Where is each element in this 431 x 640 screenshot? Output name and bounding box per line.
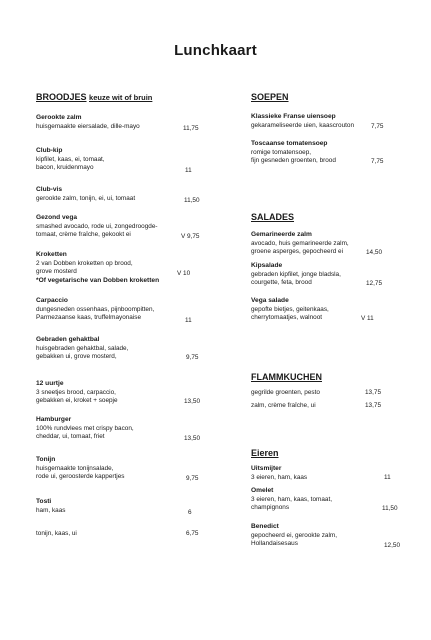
eieren-heading — [251, 448, 279, 458]
item-desc: 3 eieren, ham, kaas — [251, 473, 308, 481]
item-desc: gekarameliseerde uien, kaascrouton — [251, 121, 355, 129]
menu-item-kroketten — [36, 251, 219, 285]
menu-item-flammkuchen-zalm — [251, 402, 406, 411]
item-desc: gepocheerd ei, gerookte zalm, — [251, 531, 337, 539]
menu-item-gemarineerde-zalm — [251, 231, 406, 257]
item-price: 11 — [185, 317, 192, 324]
item-price: 11,50 — [382, 505, 398, 512]
item-name: Club-kip — [36, 147, 63, 154]
item-price: 11,75 — [183, 125, 199, 132]
item-desc: dungesneden ossenhaas, pijnboompitten, — [36, 305, 155, 313]
item-desc: 2 van Dobben kroketten op brood, — [36, 259, 133, 267]
menu-item-kipsalade — [251, 262, 406, 288]
menu-item-hamburger — [36, 416, 219, 442]
item-desc: gepofte bietjes, geitenkaas, — [251, 305, 329, 313]
item-name: Tosti — [36, 498, 52, 505]
item-name: Gemarineerde zalm — [251, 231, 312, 238]
item-desc: champignons — [251, 504, 290, 512]
menu-item-tomatensoep — [251, 140, 406, 166]
item-desc: bacon, kruidenmayo — [36, 164, 94, 172]
item-desc: Parmezaanse kaas, truffelmayonaise — [36, 314, 142, 322]
item-name: Toscaanse tomatensoep — [251, 140, 328, 147]
item-desc: 3 sneetjes brood, carpaccio, — [36, 388, 116, 396]
item-name: Carpaccio — [36, 297, 68, 304]
item-name: Tonijn — [36, 456, 56, 463]
item-price: 6,75 — [186, 530, 199, 537]
page-title: Lunchkaart — [174, 42, 257, 59]
soepen-heading — [251, 92, 289, 102]
item-desc: tonijn, kaas, ui — [36, 530, 77, 537]
item-price: 7,75 — [371, 123, 384, 130]
item-desc: avocado, huis gemarineerde zalm, — [251, 239, 349, 247]
item-note: *Of vegetarische van Dobben kroketten — [36, 276, 160, 284]
item-price: 13,50 — [184, 398, 200, 405]
item-name: Gebraden gehaktbal — [36, 336, 100, 343]
item-desc: gegrilde groenten, pesto — [251, 389, 320, 396]
item-price: V 9,75 — [181, 233, 200, 240]
menu-item-tosti — [36, 498, 219, 515]
item-desc: cheddar, ui, tomaat, friet — [36, 433, 105, 441]
item-price: 14,50 — [366, 249, 382, 256]
flammkuchen-heading — [251, 372, 322, 382]
menu-item-club-vis — [36, 186, 219, 203]
item-price: 9,75 — [186, 354, 199, 361]
item-price: 11 — [384, 474, 391, 481]
flammkuchen-heading-title: FLAMMKUCHEN — [251, 372, 322, 382]
item-desc: zalm, crème fraîche, ui — [251, 402, 316, 409]
item-name: Omelet — [251, 487, 274, 494]
item-name: Benedict — [251, 523, 279, 530]
item-desc: cherrytomaatjes, walnoot — [251, 314, 323, 322]
soepen-heading-title: SOEPEN — [251, 92, 289, 102]
item-desc: groene asperges, gepocheerd ei — [251, 248, 344, 256]
item-desc: 100% rundvlees met crispy bacon, — [36, 424, 134, 432]
menu-item-tosti-tonijn — [36, 530, 219, 539]
menu-item-gezond-vega — [36, 214, 219, 240]
menu-item-gehaktbal — [36, 336, 219, 362]
item-desc: gebakken ui, grove mosterd, — [36, 353, 117, 361]
item-desc: Hollandaisesaus — [251, 540, 298, 548]
menu-item-tonijn — [36, 456, 219, 482]
menu-item-club-kip — [36, 147, 219, 173]
item-price: 11,50 — [184, 197, 200, 204]
item-desc: fijn gesneden groenten, brood — [251, 157, 336, 165]
item-name: Uitsmijter — [251, 465, 282, 472]
item-desc: gebraden kipfilet, jonge bladsla, — [251, 270, 341, 278]
item-desc: gerookte zalm, tonijn, ei, ui, tomaat — [36, 194, 136, 202]
menu-item-12-uurtje — [36, 380, 219, 406]
item-desc: huisgebraden gehaktbal, salade, — [36, 344, 129, 352]
item-name: Kipsalade — [251, 262, 283, 269]
menu-item-vega-salade — [251, 297, 406, 323]
item-price: V 10 — [177, 270, 191, 277]
menu-item-carpaccio — [36, 297, 219, 323]
item-price: 12,50 — [384, 542, 400, 549]
broodjes-heading — [36, 92, 152, 102]
item-name: Vega salade — [251, 297, 289, 304]
item-price: 13,75 — [365, 389, 381, 396]
item-name: 12 uurtje — [36, 380, 64, 387]
item-price: 13,50 — [184, 435, 200, 442]
item-desc: gebakken ei, kroket + soepje — [36, 397, 118, 405]
menu-item-omelet — [251, 487, 406, 513]
item-price: 9,75 — [186, 475, 199, 482]
menu-item-benedict — [251, 523, 406, 549]
salades-heading-title: SALADES — [251, 212, 295, 222]
item-desc: smashed avocado, rode ui, zongedroogde- — [36, 222, 158, 230]
item-name: Gerookte zalm — [36, 114, 82, 121]
item-price: V 11 — [361, 315, 374, 322]
item-desc: rode ui, geroosterde kappertjes — [36, 473, 125, 481]
menu-item-uitsmijter — [251, 465, 406, 482]
menu-item-gerookte-zalm — [36, 114, 219, 131]
menu-item-flammkuchen-groenten — [251, 389, 406, 398]
menu-item-uiensoep — [251, 113, 406, 130]
item-desc: ham, kaas — [36, 506, 66, 514]
item-price: 6 — [188, 509, 192, 516]
item-desc: courgette, feta, brood — [251, 279, 312, 287]
item-name: Kroketten — [36, 251, 67, 258]
item-name: Klassieke Franse uiensoep — [251, 113, 336, 120]
item-price: 7,75 — [371, 158, 384, 165]
broodjes-heading-title: BROODJES — [36, 92, 87, 102]
item-desc: huisgemaakte tonijnsalade, — [36, 464, 114, 472]
broodjes-heading-sub: keuze wit of bruin — [89, 93, 153, 102]
item-price: 11 — [185, 167, 192, 174]
item-desc: kipfilet, kaas, ei, tomaat, — [36, 155, 105, 163]
item-name: Gezond vega — [36, 214, 78, 221]
item-name: Club-vis — [36, 186, 63, 193]
item-desc: 3 eieren, ham, kaas, tomaat, — [251, 495, 332, 503]
item-name: Hamburger — [36, 416, 72, 423]
item-desc: romige tomatensoep, — [251, 148, 312, 156]
item-desc: huisgemaakte eiersalade, dille-mayo — [36, 122, 140, 130]
item-desc: grove mosterd — [36, 268, 77, 276]
item-price: 12,75 — [366, 280, 382, 287]
item-price: 13,75 — [365, 402, 381, 409]
salades-heading — [251, 212, 294, 222]
item-desc: tomaat, crème fraîche, gekookt ei — [36, 231, 131, 239]
eieren-heading-title: Eieren — [251, 448, 279, 458]
